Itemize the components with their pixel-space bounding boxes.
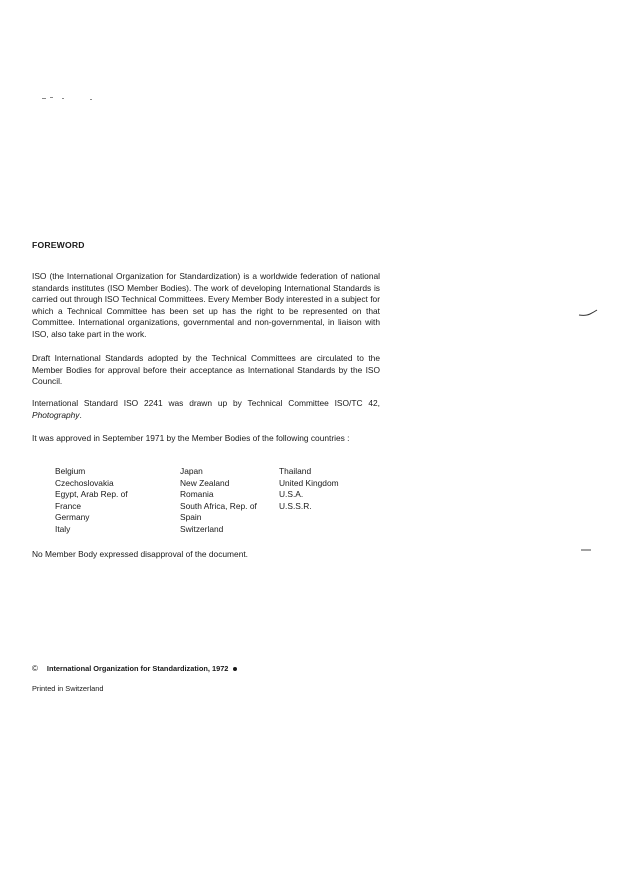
country-item: New Zealand: [180, 477, 230, 488]
country-column-2: [180, 466, 257, 536]
country-item: Italy: [55, 523, 71, 534]
paragraph-text: [32, 398, 380, 421]
speck: [42, 98, 46, 99]
paragraph-approval: [32, 433, 380, 445]
country-item: France: [55, 500, 82, 511]
scan-mark: [578, 308, 598, 318]
country-item: South Africa, Rep. of: [180, 500, 257, 511]
page-title: FOREWORD: [32, 240, 85, 250]
country-column-3: [279, 466, 339, 512]
copyright-text: International Organization for Standardization, 1972: [46, 664, 229, 673]
country-item: Romania: [180, 489, 214, 500]
country-item: Belgium: [55, 466, 86, 476]
country-item: U.S.S.R.: [279, 500, 312, 511]
country-item: Czechoslovakia: [55, 477, 114, 488]
closing-statement: No Member Body expressed disapproval of the document.: [32, 549, 249, 559]
country-item: United Kingdom: [279, 477, 339, 488]
country-item: U.S.A.: [279, 489, 304, 500]
speck: [90, 99, 92, 100]
country-item: Germany: [55, 512, 90, 523]
scan-specks: [40, 96, 100, 102]
printed-in-note: Printed in Switzerland: [32, 684, 104, 693]
paragraph-lead: International Standard ISO 2241 was drawn up by Technical Committee ISO/TC 42,: [32, 398, 380, 408]
country-item: Egypt, Arab Rep. of: [55, 489, 128, 500]
scan-mark: [580, 548, 592, 552]
speck: [62, 98, 64, 99]
country-item: Thailand: [279, 466, 312, 476]
paragraph-iso-intro: [32, 271, 380, 341]
speck: [50, 97, 53, 98]
paragraph-text: It was approved in September 1971 by the Member Bodies of the following countries :: [32, 433, 350, 443]
country-item: Japan: [180, 466, 203, 476]
bullet-dot-icon: [233, 667, 237, 671]
committee-subject: Photography: [32, 409, 80, 420]
paragraph-draft-standards: [32, 353, 380, 388]
country-item: Spain: [180, 512, 202, 523]
paragraph-text: ISO (the International Organization for Standardization) is a worldwide federation of national standards institutes (ISO Member Bodies). The work of developing International Standards is carried out through ISO Technical Committees. Every Member Body interested in a subject for which a Technical Committee has been set up has the right to be represented on that Committee. International organizations, governmental and non-governmental, in liaison with ISO, also take part in the work.: [32, 271, 380, 339]
copyright-symbol: ©: [32, 664, 38, 673]
paragraph-standard-origin: [32, 398, 380, 421]
paragraph-text: Draft International Standards adopted by the Technical Committees are circulated to the Member Bodies for approval before their acceptance as International Standards by the ISO Council.: [32, 353, 380, 387]
copyright-line: [32, 664, 237, 673]
paragraph-end: .: [79, 409, 82, 420]
country-column-1: [55, 466, 128, 536]
country-item: Switzerland: [180, 523, 224, 534]
